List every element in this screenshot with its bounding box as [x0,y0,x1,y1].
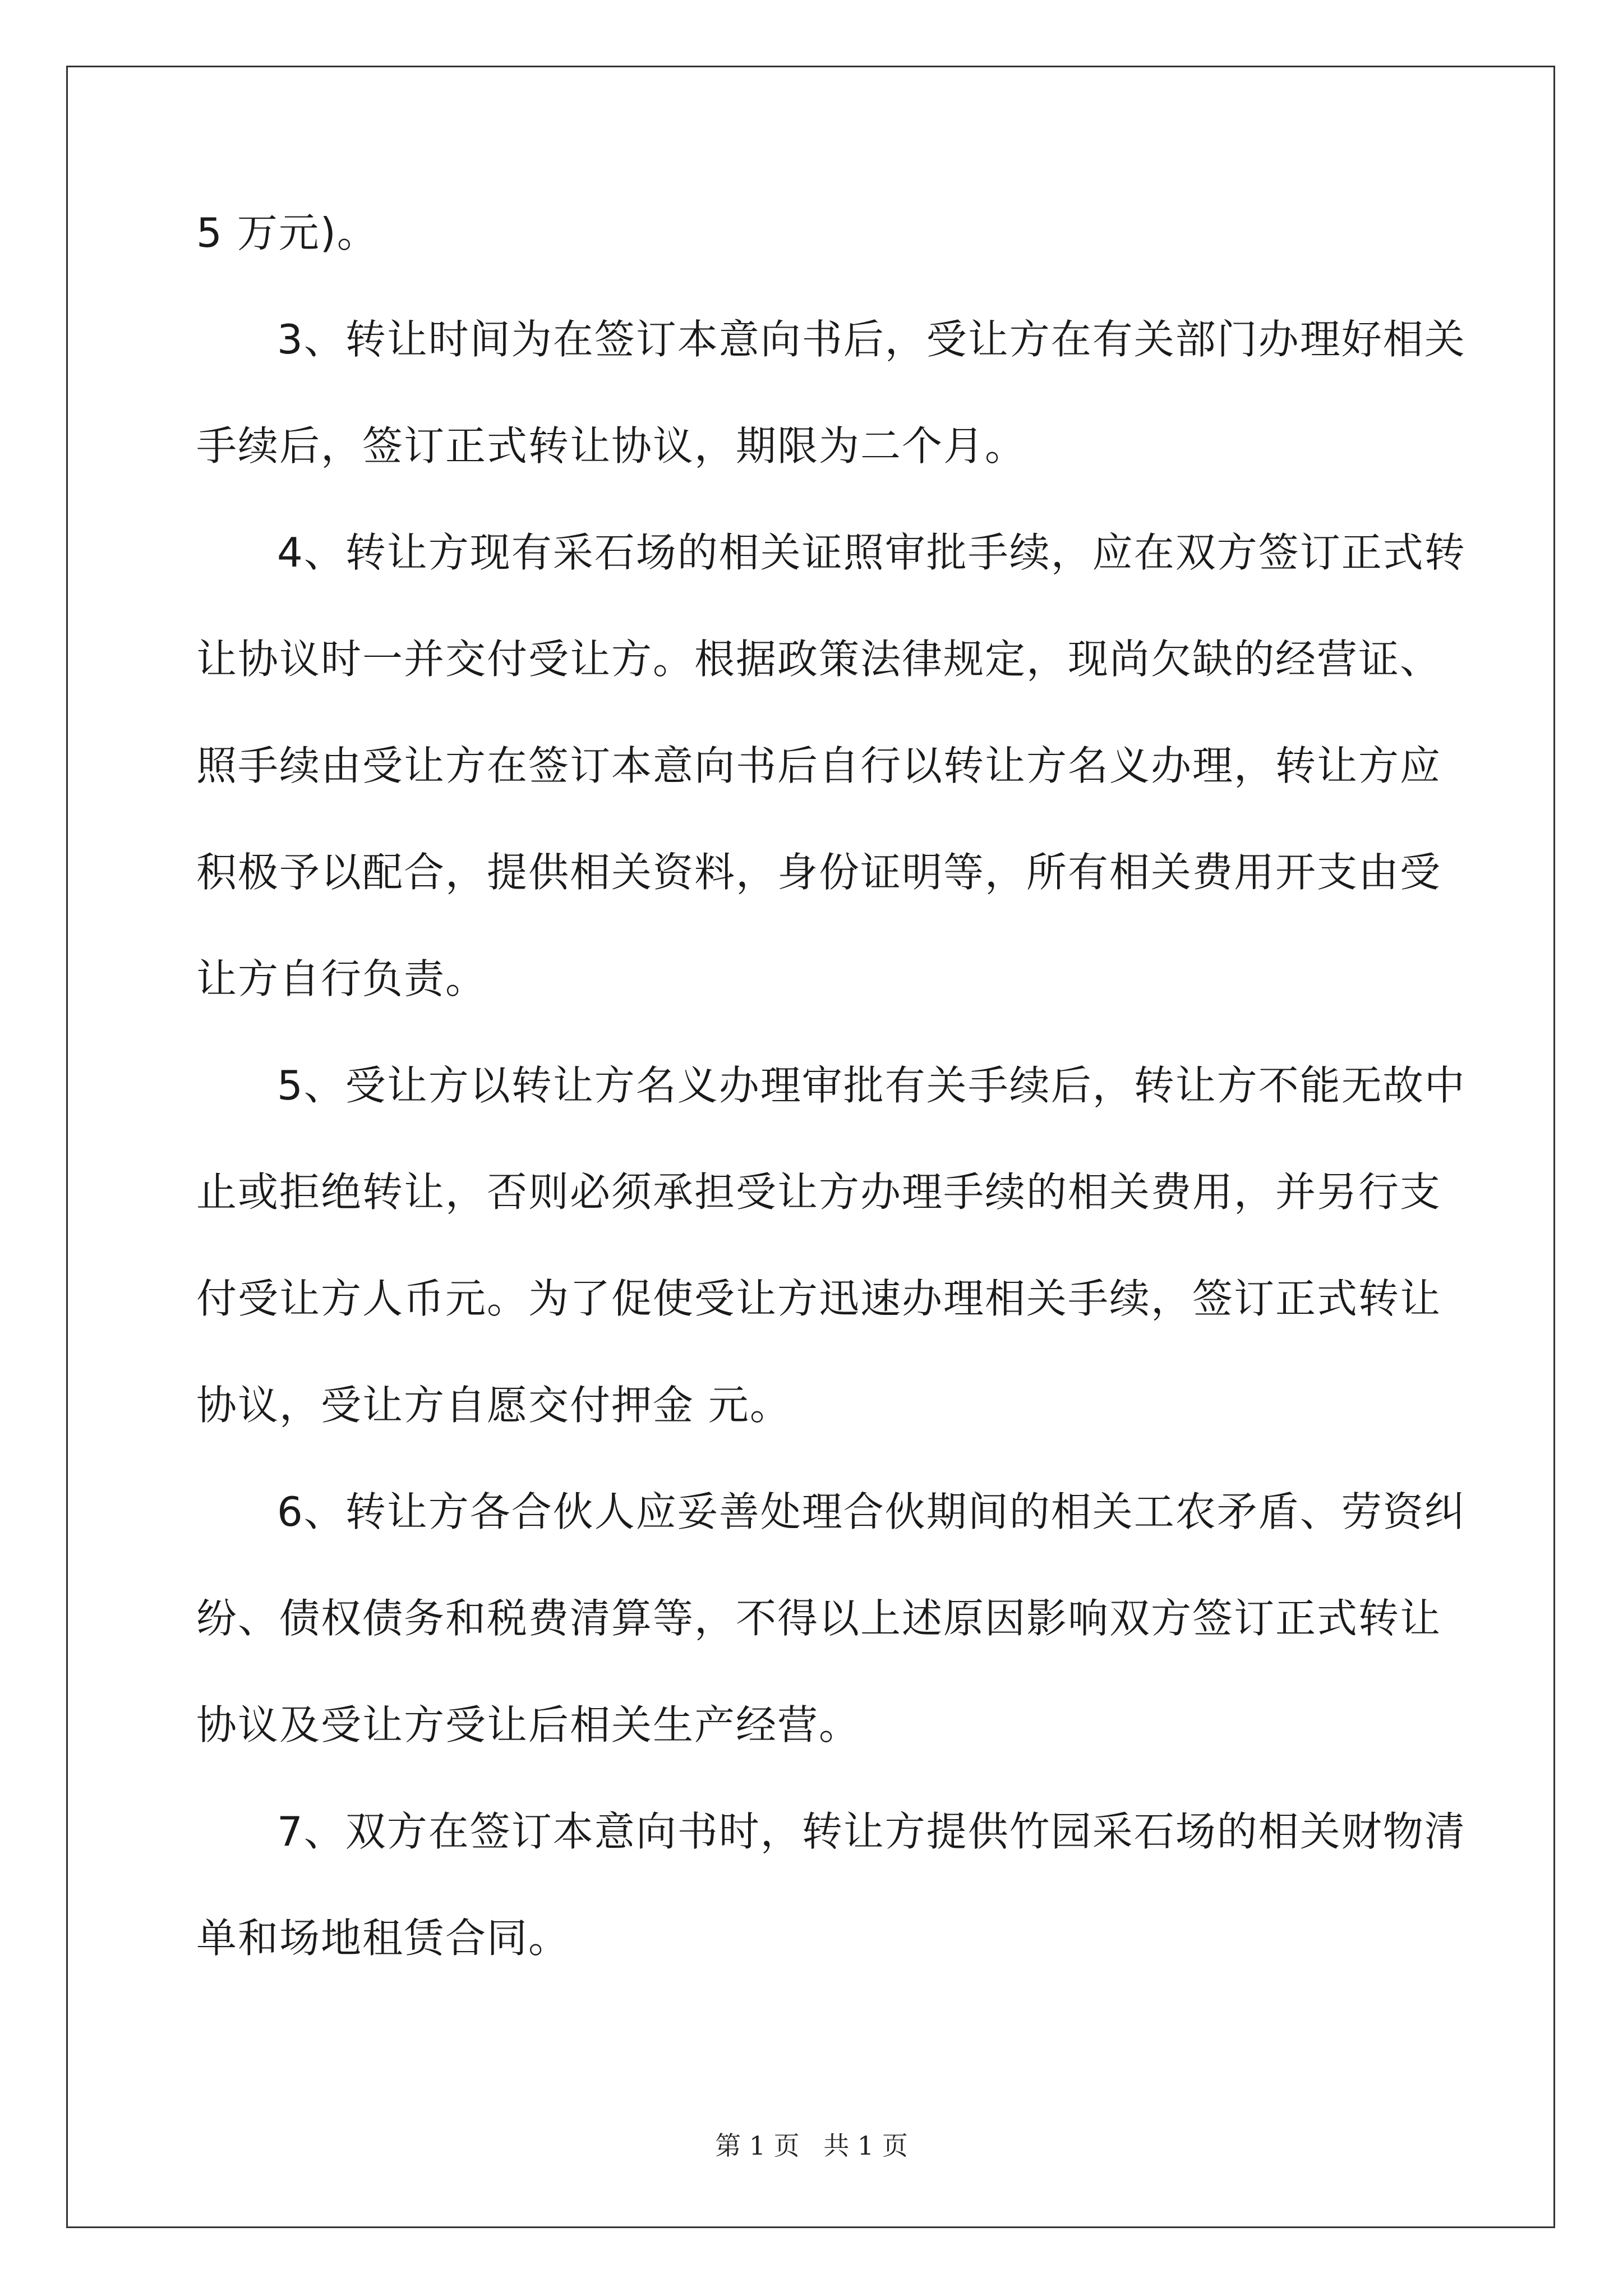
text-line: 止或拒绝转让，否则必须承担受让方办理手续的相关费用，并另行支 [196,1168,1442,1216]
page-footer [0,2129,1623,2162]
text-line: 4、转让方现有采石场的相关证照审批手续，应在双方签订正式转 [277,529,1466,576]
text-line: 5、受让方以转让方名义办理审批有关手续后，转让方不能无故中 [277,1062,1466,1109]
text-line: 让方自行负责。 [196,955,487,1002]
text-line: 手续后，签订正式转让协议，期限为二个月。 [196,422,1027,470]
text-line: 照手续由受让方在签订本意向书后自行以转让方名义办理，转让方应 [196,742,1442,789]
text-line: 纷、债权债务和税费清算等，不得以上述原因影响双方签订正式转让 [196,1595,1442,1642]
text-line: 付受让方人币元。为了促使受让方迅速办理相关手续，签订正式转让 [196,1275,1442,1322]
text-line: 6、转让方各合伙人应妥善处理合伙期间的相关工农矛盾、劳资纠 [277,1488,1466,1535]
text-line: 5 万元)。 [196,209,379,256]
page-total: 共 1 页 [823,2131,908,2161]
text-line: 协议及受让方受让后相关生产经营。 [196,1701,861,1749]
page-frame [66,66,1555,2228]
text-line: 单和场地租赁合同。 [196,1915,570,1962]
text-line: 7、双方在签订本意向书时，转让方提供竹园采石场的相关财物清 [277,1808,1466,1855]
text-line: 让协议时一并交付受让方。根据政策法律规定，现尚欠缺的经营证、 [196,636,1442,683]
text-line: 积极予以配合，提供相关资料，身份证明等，所有相关费用开支由受 [196,849,1442,896]
text-line: 协议，受让方自愿交付押金 元。 [196,1382,791,1429]
page-number: 第 1 页 [715,2131,800,2161]
text-line: 3、转让时间为在签订本意向书后，受让方在有关部门办理好相关 [277,316,1466,363]
